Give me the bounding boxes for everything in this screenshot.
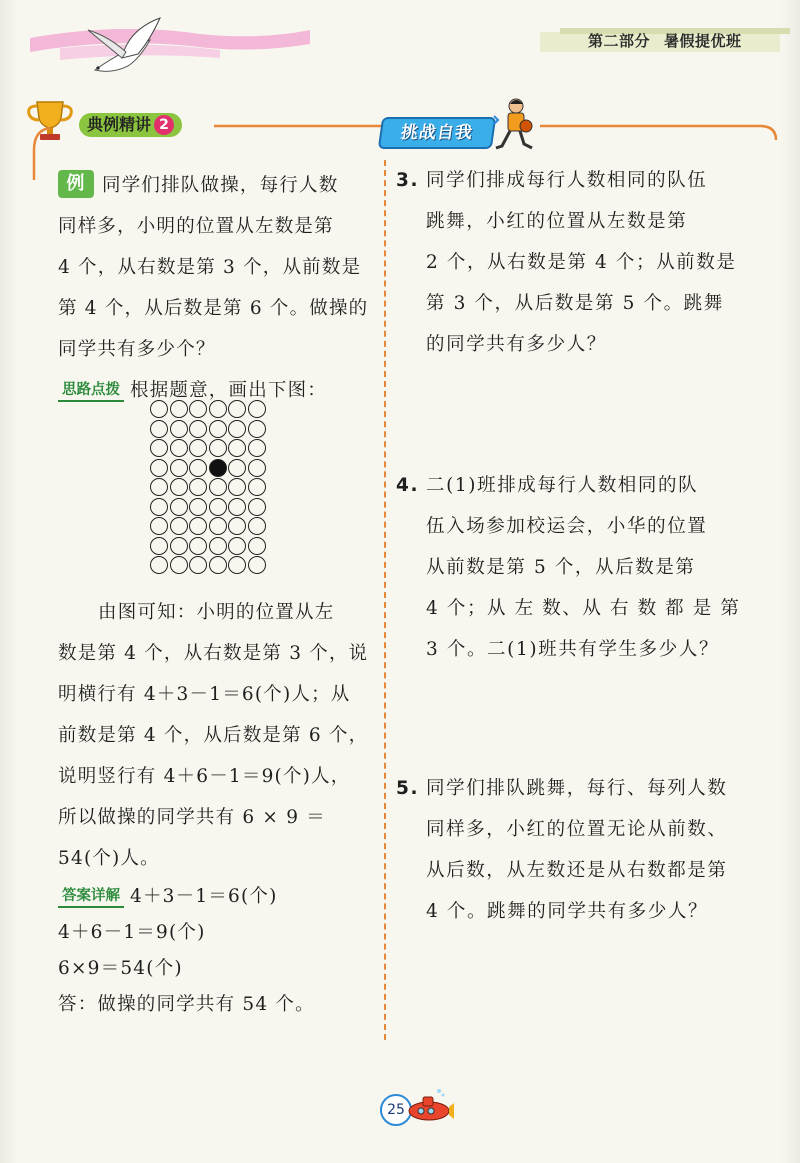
- student-circle: [189, 420, 207, 438]
- question-number: 4.: [396, 475, 420, 496]
- student-circle: [170, 517, 188, 535]
- example-section-header: [25, 98, 375, 138]
- marked-student-circle: [209, 459, 227, 477]
- student-circle: [209, 517, 227, 535]
- challenge-section-title: 挑战自我: [378, 117, 496, 149]
- student-circle: [248, 459, 266, 477]
- student-circle: [189, 400, 207, 418]
- analysis-line: 前数是第 4 个，从后数是第 6 个，: [58, 725, 369, 746]
- challenge-underline: [540, 100, 780, 140]
- student-circle: [150, 439, 168, 457]
- question-number: 3.: [396, 170, 420, 191]
- answer-line: 答案详解 4＋3－1＝6(个): [58, 879, 388, 915]
- student-circle: [150, 420, 168, 438]
- student-circle: [150, 459, 168, 477]
- student-circle: [170, 537, 188, 555]
- student-circle: [228, 517, 246, 535]
- answer-line: 答：做操的同学共有 54 个。: [58, 994, 315, 1015]
- example-line: 同学共有多少个？: [58, 339, 216, 360]
- student-circle: [209, 439, 227, 457]
- student-circle: [189, 459, 207, 477]
- student-circle: [150, 400, 168, 418]
- answer-line: 6×9＝54(个): [58, 958, 183, 979]
- hint-line: 思路点拨 根据题意，画出下图：: [58, 370, 376, 411]
- question-4: 4. 二(1)班排成每行人数相同的队 伍入场参加校运会，小华的位置 从前数是第 5 个，从后数是第 4 个；从 左 数、从 右 数 都 是 第 3 个。二(1)班共有学生多少人？: [396, 465, 776, 670]
- student-circle: [209, 556, 227, 574]
- analysis-line: 说明竖行有 4＋6－1＝9(个)人，: [58, 766, 351, 787]
- challenge-section-header: [380, 100, 780, 160]
- student-circle: [248, 420, 266, 438]
- position-figure: [150, 400, 267, 576]
- question-number: 5.: [396, 778, 420, 799]
- analysis-line: 由图可知：小明的位置从左: [98, 602, 335, 623]
- student-circle: [228, 400, 246, 418]
- answer-line: 4＋6－1＝9(个): [58, 922, 206, 943]
- student-circle: [248, 478, 266, 496]
- answer-tag: 答案详解: [58, 886, 124, 908]
- student-circle: [170, 459, 188, 477]
- student-circle: [209, 478, 227, 496]
- student-circle: [228, 556, 246, 574]
- student-circle: [209, 498, 227, 516]
- student-circle: [170, 400, 188, 418]
- student-circle: [189, 439, 207, 457]
- submarine-icon: [405, 1085, 455, 1125]
- example-section-title: 典例精讲 2: [79, 113, 182, 137]
- example-line: 例 同学们排队做操，每行人数: [58, 165, 376, 206]
- header-part: 第二部分: [588, 32, 651, 50]
- student-circle: [248, 556, 266, 574]
- student-circle: [228, 498, 246, 516]
- analysis-line: 54(个)人。: [58, 848, 160, 869]
- runner-icon: [488, 96, 538, 156]
- example-analysis: [58, 592, 388, 1023]
- student-circle: [189, 517, 207, 535]
- student-circle: [150, 556, 168, 574]
- header-label: [588, 30, 742, 51]
- student-circle: [189, 537, 207, 555]
- student-circle: [189, 478, 207, 496]
- question-5: 5. 同学们排队跳舞，每行、每列人数 同样多，小红的位置无论从前数、 从后数，从左数还是从右数都是第 4 个。跳舞的同学共有多少人？: [396, 768, 776, 932]
- student-circle: [228, 478, 246, 496]
- student-circle: [189, 556, 207, 574]
- student-circle: [248, 537, 266, 555]
- student-circle: [170, 556, 188, 574]
- example-problem: [58, 165, 376, 411]
- circle-grid: [150, 400, 267, 576]
- student-circle: [248, 517, 266, 535]
- analysis-line: 数是第 4 个，从右数是第 3 个，说: [58, 643, 369, 664]
- student-circle: [150, 498, 168, 516]
- hint-tag: 思路点拨: [58, 380, 124, 402]
- student-circle: [209, 400, 227, 418]
- student-circle: [209, 537, 227, 555]
- student-circle: [170, 420, 188, 438]
- student-circle: [209, 420, 227, 438]
- student-circle: [228, 537, 246, 555]
- student-circle: [228, 420, 246, 438]
- student-circle: [150, 537, 168, 555]
- student-circle: [228, 459, 246, 477]
- student-circle: [248, 498, 266, 516]
- example-line: 4 个，从右数是第 3 个，从前数是: [58, 257, 362, 278]
- student-circle: [150, 517, 168, 535]
- example-line: 第 4 个，从后数是第 6 个。做操的: [58, 298, 369, 319]
- student-circle: [248, 439, 266, 457]
- student-circle: [248, 400, 266, 418]
- analysis-line: 所以做操的同学共有 6 × 9 ＝: [58, 807, 326, 828]
- left-bracket-line: [28, 124, 58, 184]
- student-circle: [170, 478, 188, 496]
- student-circle: [150, 478, 168, 496]
- analysis-line: 明横行有 4＋3－1＝6(个)人；从: [58, 684, 351, 705]
- header-course: 暑假提优班: [664, 32, 742, 50]
- student-circle: [228, 439, 246, 457]
- question-3: 3. 同学们排成每行人数相同的队伍 跳舞，小红的位置从左数是第 2 个，从右数是第 4 个；从前数是 第 3 个，从后数是第 5 个。跳舞 的同学共有多少人？: [396, 160, 776, 365]
- example-section-number: 2: [154, 115, 174, 135]
- example-tag: 例: [58, 170, 94, 198]
- student-circle: [170, 439, 188, 457]
- student-circle: [170, 498, 188, 516]
- section-underline: [210, 98, 400, 138]
- example-line: 同样多，小明的位置从左数是第: [58, 216, 334, 237]
- page-number: 25: [380, 1094, 412, 1126]
- student-circle: [189, 498, 207, 516]
